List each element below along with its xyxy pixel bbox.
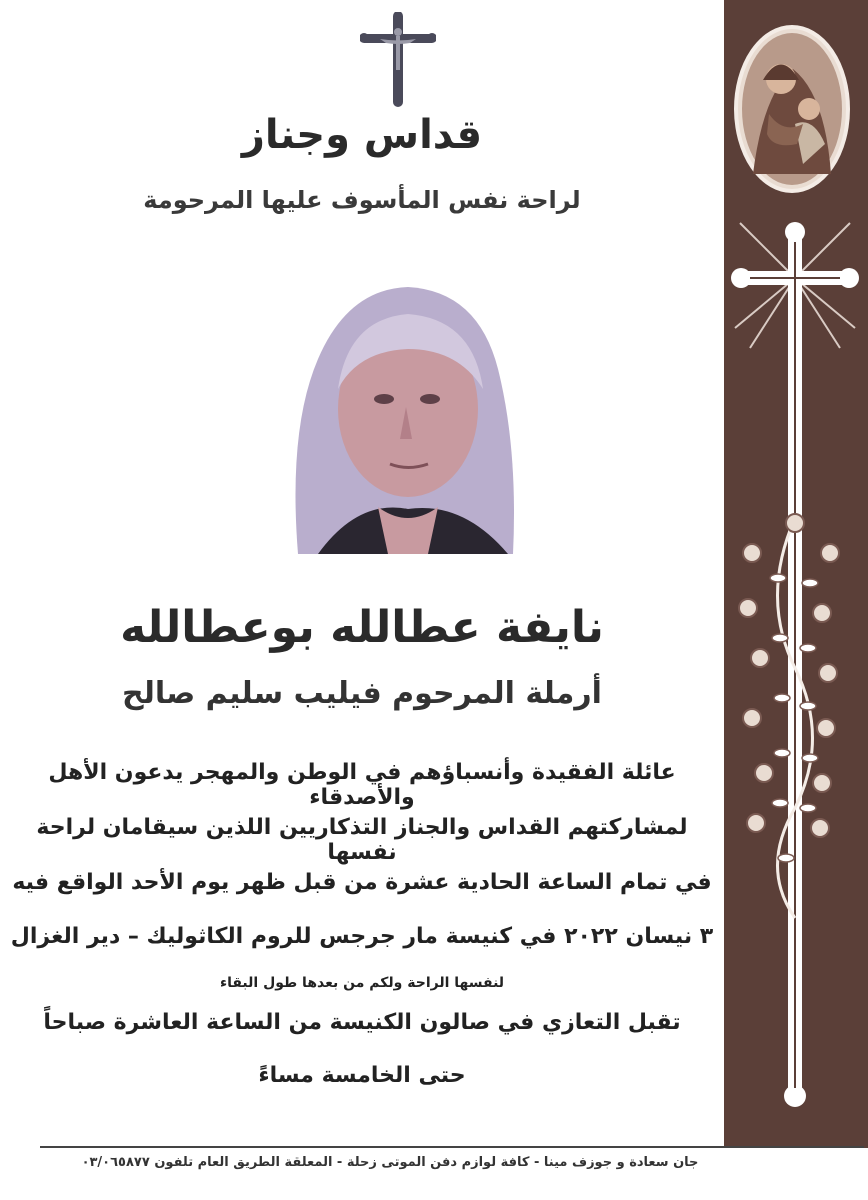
condolences-end-time: حتى الخامسة مساءً — [258, 1063, 466, 1088]
body-line: ٣ نيسان ٢٠٢٢ في كنيسة مار جرجس للروم الكاثوليك – دير الغزال — [10, 924, 714, 949]
crucifix-icon — [360, 12, 436, 108]
footer-funeral-home: جان سعادة و جوزف مينا - كافة لوازم دفن الموتى زحلة - المعلقة الطريق العام تلفون ٠٣/٠٦٥٨٧٧ — [81, 1155, 699, 1170]
body-line: عائلة الفقيدة وأنسباؤهم في الوطن والمهجر يدعون الأهل والأصدقاء — [48, 760, 676, 810]
condolence-phrase: لنفسها الراحة ولكم من بعدها طول البقاء — [219, 975, 505, 991]
page-subtitle: لراحة نفس المأسوف عليها المرحومة — [143, 186, 581, 214]
deceased-name: نايفة عطالله بوعطالله — [120, 602, 604, 653]
condolences-time: تقبل التعازي في صالون الكنيسة من الساعة العاشرة صباحاً — [43, 1010, 681, 1035]
deceased-relation: أرملة المرحوم فيليب سليم صالح — [122, 676, 602, 711]
body-line: لمشاركتهم القداس والجناز التذكاريين اللذين سيقامان لراحة نفسها — [36, 815, 688, 865]
virgin-and-child-icon — [733, 24, 851, 194]
body-line: في تمام الساعة الحادية عشرة من قبل ظهر يوم الأحد الواقع فيه — [12, 870, 712, 895]
footer-divider — [40, 1146, 864, 1148]
decorative-cross-with-roses — [730, 218, 860, 1108]
page-title: قداس وجناز — [241, 112, 483, 158]
deceased-portrait — [278, 279, 523, 554]
